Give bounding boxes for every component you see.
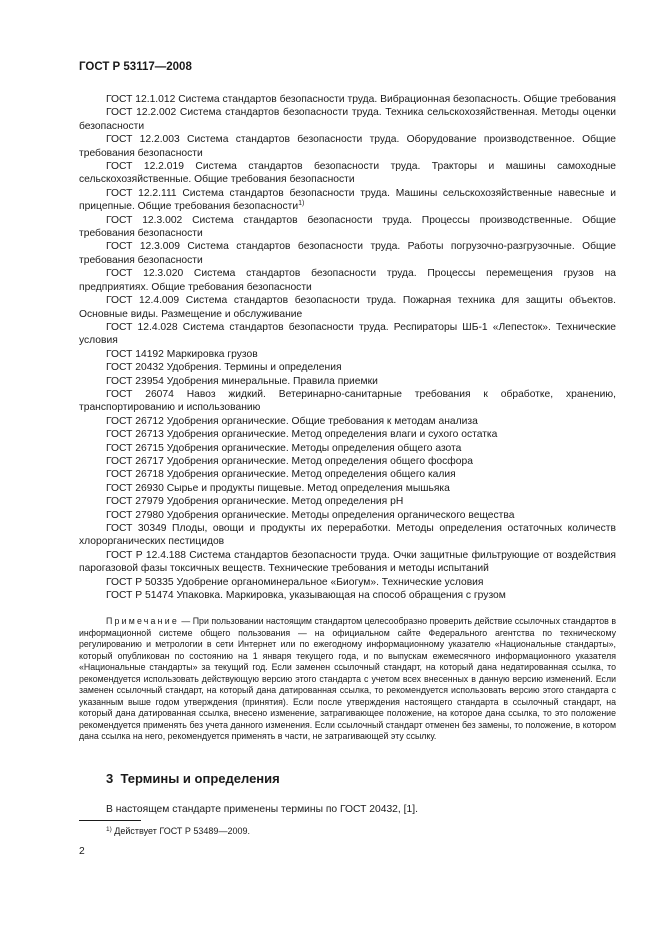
reference-item: ГОСТ 12.3.002 Система стандартов безопасности труда. Процессы производственные. Общие требования безопасности [79, 214, 616, 240]
reference-item: ГОСТ 26713 Удобрения органические. Метод определения влаги и сухого остатка [106, 429, 498, 441]
reference-item: ГОСТ 12.3.009 Система стандартов безопасности труда. Работы погрузочно-разгрузочные. Общие требования безопасности [79, 241, 616, 266]
footnote-marker: 1) [106, 826, 112, 833]
reference-item: ГОСТ Р 51474 Упаковка. Маркировка, указывающая на способ обращения с грузом [106, 590, 506, 602]
reference-item: ГОСТ 26930 Сырье и продукты пищевые. Метод определения мышьяка [106, 482, 450, 494]
footnote-text: Действует ГОСТ Р 53489—2009. [111, 826, 250, 836]
reference-item: ГОСТ 26717 Удобрения органические. Метод определения общего фосфора [106, 455, 473, 467]
page-number: 2 [79, 846, 85, 857]
footnote [106, 826, 250, 836]
reference-item: ГОСТ 26074 Навоз жидкий. Ветеринарно-санитарные требования к обработке, хранению, транспортированию и использованию [79, 388, 616, 414]
reference-item: ГОСТ 12.2.002 Система стандартов безопасности труда. Техника сельскохозяйственная. Методы оценки безопасности [79, 107, 616, 132]
reference-item: ГОСТ 20432 Удобрения. Термины и определения [106, 362, 342, 374]
reference-item: ГОСТ 26715 Удобрения органические. Методы определения общего азота [106, 442, 462, 454]
reference-item: ГОСТ 12.4.009 Система стандартов безопасности труда. Пожарная техника для защиты объектов. Основные виды. Размещение и обслуживание [79, 295, 616, 320]
document-header: ГОСТ Р 53117—2008 [79, 61, 192, 73]
reference-text: ГОСТ 12.2.111 Система стандартов безопасности труда. Машины сельскохозяйственные навесные и прицепные. Общие требования безопасности [79, 187, 616, 213]
reference-item: ГОСТ 23954 Удобрения минеральные. Правила приемки [106, 375, 378, 387]
section-heading [106, 771, 280, 786]
reference-item: ГОСТ Р 12.4.188 Система стандартов безопасности труда. Очки защитные фильтрующие от воздействия парогазовой фазы токсичных веществ. Технические требования и методы испытаний [79, 549, 616, 575]
reference-item: ГОСТ 12.3.020 Система стандартов безопасности труда. Процессы перемещения грузов на предприятиях. Общие требования безопасности [79, 268, 616, 293]
section-title: Термины и определения [120, 771, 280, 786]
reference-item: ГОСТ 12.1.012 Система стандартов безопасности труда. Вибрационная безопасность. Общие требования [106, 94, 616, 105]
footnote-separator [79, 820, 141, 821]
reference-item: ГОСТ Р 50335 Удобрение органоминеральное «Биогум». Технические условия [106, 576, 484, 588]
footnote-marker: 1) [298, 200, 305, 208]
reference-item: ГОСТ 26718 Удобрения органические. Метод определения общего калия [106, 469, 456, 481]
reference-item: ГОСТ 12.2.003 Система стандартов безопасности труда. Оборудование производственное. Общие требования безопасности [79, 134, 616, 159]
reference-item [79, 187, 616, 214]
note-block [79, 616, 616, 743]
note-paragraph [79, 616, 616, 743]
section-text: В настоящем стандарте применены термины по ГОСТ 20432, [1]. [106, 804, 418, 815]
note-text: — При пользовании настоящим стандартом целесообразно проверить действие ссылочных стандартов в информационной системе общего пользования — на официальном сайте Федерального агентства по техническому регулированию и метрологии в сети Интернет или по ежегодному информационному указателю «Национальные стандарты», который опубликован по состоянию на 1 января текущего года, и по выпускам ежемесячного информационного указателя «Национальные стандарты» за текущий год. Если заменен ссылочный стандарт, на который дана недатированная ссылка, то рекомендуется использовать действующую версию этого стандарта с учетом всех внесенных в данную версию изменений. Если заменен ссылочный стандарт, на который дана датированная ссылка, то рекомендуется использовать версию этого стандарта с указанным выше годом утверждения (принятия). Если после утверждения настоящего стандарта в ссылочный стандарт, на который дана датированная ссылка, внесено изменение, затрагивающее положение, на которое дана ссылка, то это положение рекомендуется применять без учета данного изменения. Если ссылочный стандарт отменен без замены, то положение, в котором дана ссылка на него, рекомендуется применять в части, не затрагивающей эту ссылку. [79, 616, 616, 741]
reference-item: ГОСТ 30349 Плоды, овощи и продукты их переработки. Методы определения остаточных количеств хлорорганических пестицидов [79, 523, 616, 548]
reference-item: ГОСТ 14192 Маркировка грузов [106, 348, 258, 360]
reference-item: ГОСТ 27980 Удобрения органические. Методы определения органического вещества [106, 509, 515, 521]
reference-item: ГОСТ 26712 Удобрения органические. Общие требования к методам анализа [106, 415, 478, 427]
reference-item: ГОСТ 27979 Удобрения органические. Метод определения рН [106, 496, 404, 508]
reference-item: ГОСТ 12.2.019 Система стандартов безопасности труда. Тракторы и машины самоходные сельскохозяйственные. Общие требования безопасности [79, 161, 616, 186]
section-number: 3 [106, 771, 114, 786]
reference-item: ГОСТ 12.4.028 Система стандартов безопасности труда. Респираторы ШБ-1 «Лепесток». Технические условия [79, 321, 616, 347]
normative-references-list [79, 93, 616, 602]
note-label: Примечание [106, 616, 179, 626]
